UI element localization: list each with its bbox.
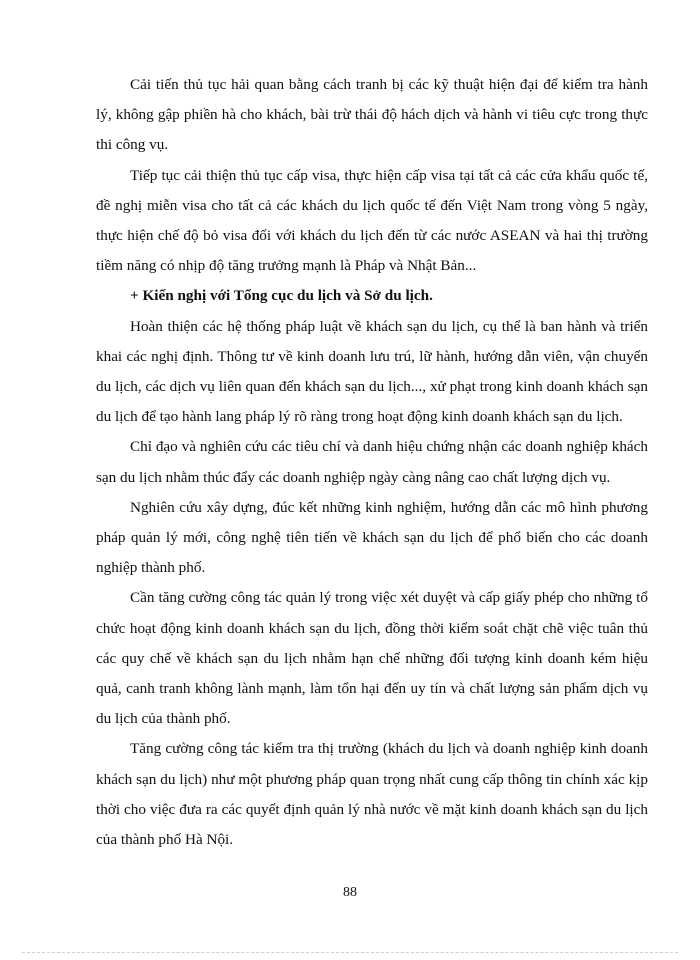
paragraph-legal-system: Hoàn thiện các hệ thống pháp luật về khách sạn du lịch, cụ thể là ban hành và triển khai các nghị định. Thông tư về kinh doanh lưu trú, lữ hành, hướng dẫn viên, vận chuyển du lịch, các dịch vụ liên quan đến khách sạn du lịch..., xử phạt trong kinh doanh khách sạn du lịch để tạo hành lang pháp lý rõ ràng trong hoạt động kinh doanh khách sạn du lịch. [96, 317, 648, 426]
paragraph-certification-criteria: Chỉ đạo và nghiên cứu các tiêu chí và danh hiệu chứng nhận các doanh nghiệp khách sạn du lịch nhằm thúc đẩy các doanh nghiệp ngày càng nâng cao chất lượng dịch vụ. [96, 438, 648, 486]
page-number: 88 [343, 885, 357, 900]
paragraph-management-models: Nghiên cứu xây dựng, đúc kết những kinh nghiệm, hướng dẫn các mô hình phương pháp quản lý mới, công nghệ tiên tiến về khách sạn du lịch để phổ biến cho các doanh nghiệp thành phố. [96, 498, 648, 577]
paragraph-visa-procedures: Tiếp tục cải thiện thủ tục cấp visa, thực hiện cấp visa tại tất cả các cửa khẩu quốc tế, đề nghị miễn visa cho tất cả các khách du lịch quốc tế đến Việt Nam trong vòng 5 ngày, thực hiện chế độ bỏ visa đối với khách du lịch đến từ các nước ASEAN và hai thị trường tiềm năng có nhịp độ tăng trưởng mạnh là Pháp và Nhật Bản... [96, 166, 648, 275]
paragraph-market-inspection: Tăng cường công tác kiểm tra thị trường (khách du lịch và doanh nghiệp kinh doanh khách sạn du lịch) như một phương pháp quan trọng nhất cung cấp thông tin chính xác kịp thời cho việc đưa ra các quyết định quản lý nhà nước về mặt kinh doanh khách sạn du lịch của thành phố Hà Nội. [96, 740, 648, 849]
section-heading-recommendations: + Kiến nghị với Tổng cục du lịch và Sở du lịch. [130, 287, 433, 305]
paragraph-customs-procedures: Cải tiến thủ tục hải quan bằng cách tranh bị các kỹ thuật hiện đại để kiểm tra hành lý, không gập phiền hà cho khách, bài trừ thái độ hách dịch và hành vi tiêu cực trong thực thi công vụ. [96, 76, 648, 154]
document-body [96, 70, 648, 855]
paragraph-licensing-control: Cần tăng cường công tác quản lý trong việc xét duyệt và cấp giấy phép cho những tổ chức hoạt động kinh doanh khách sạn du lịch, đồng thời kiểm soát chặt chẽ việc tuân thủ các quy chế về khách sạn du lịch nhằm hạn chế những đối tượng kinh doanh kém hiệu quả, canh tranh không lành mạnh, làm tổn hại đến uy tín và chất lượng sản phẩm dịch vụ du lịch của thành phố. [96, 589, 648, 728]
page-bottom-border [22, 952, 678, 953]
